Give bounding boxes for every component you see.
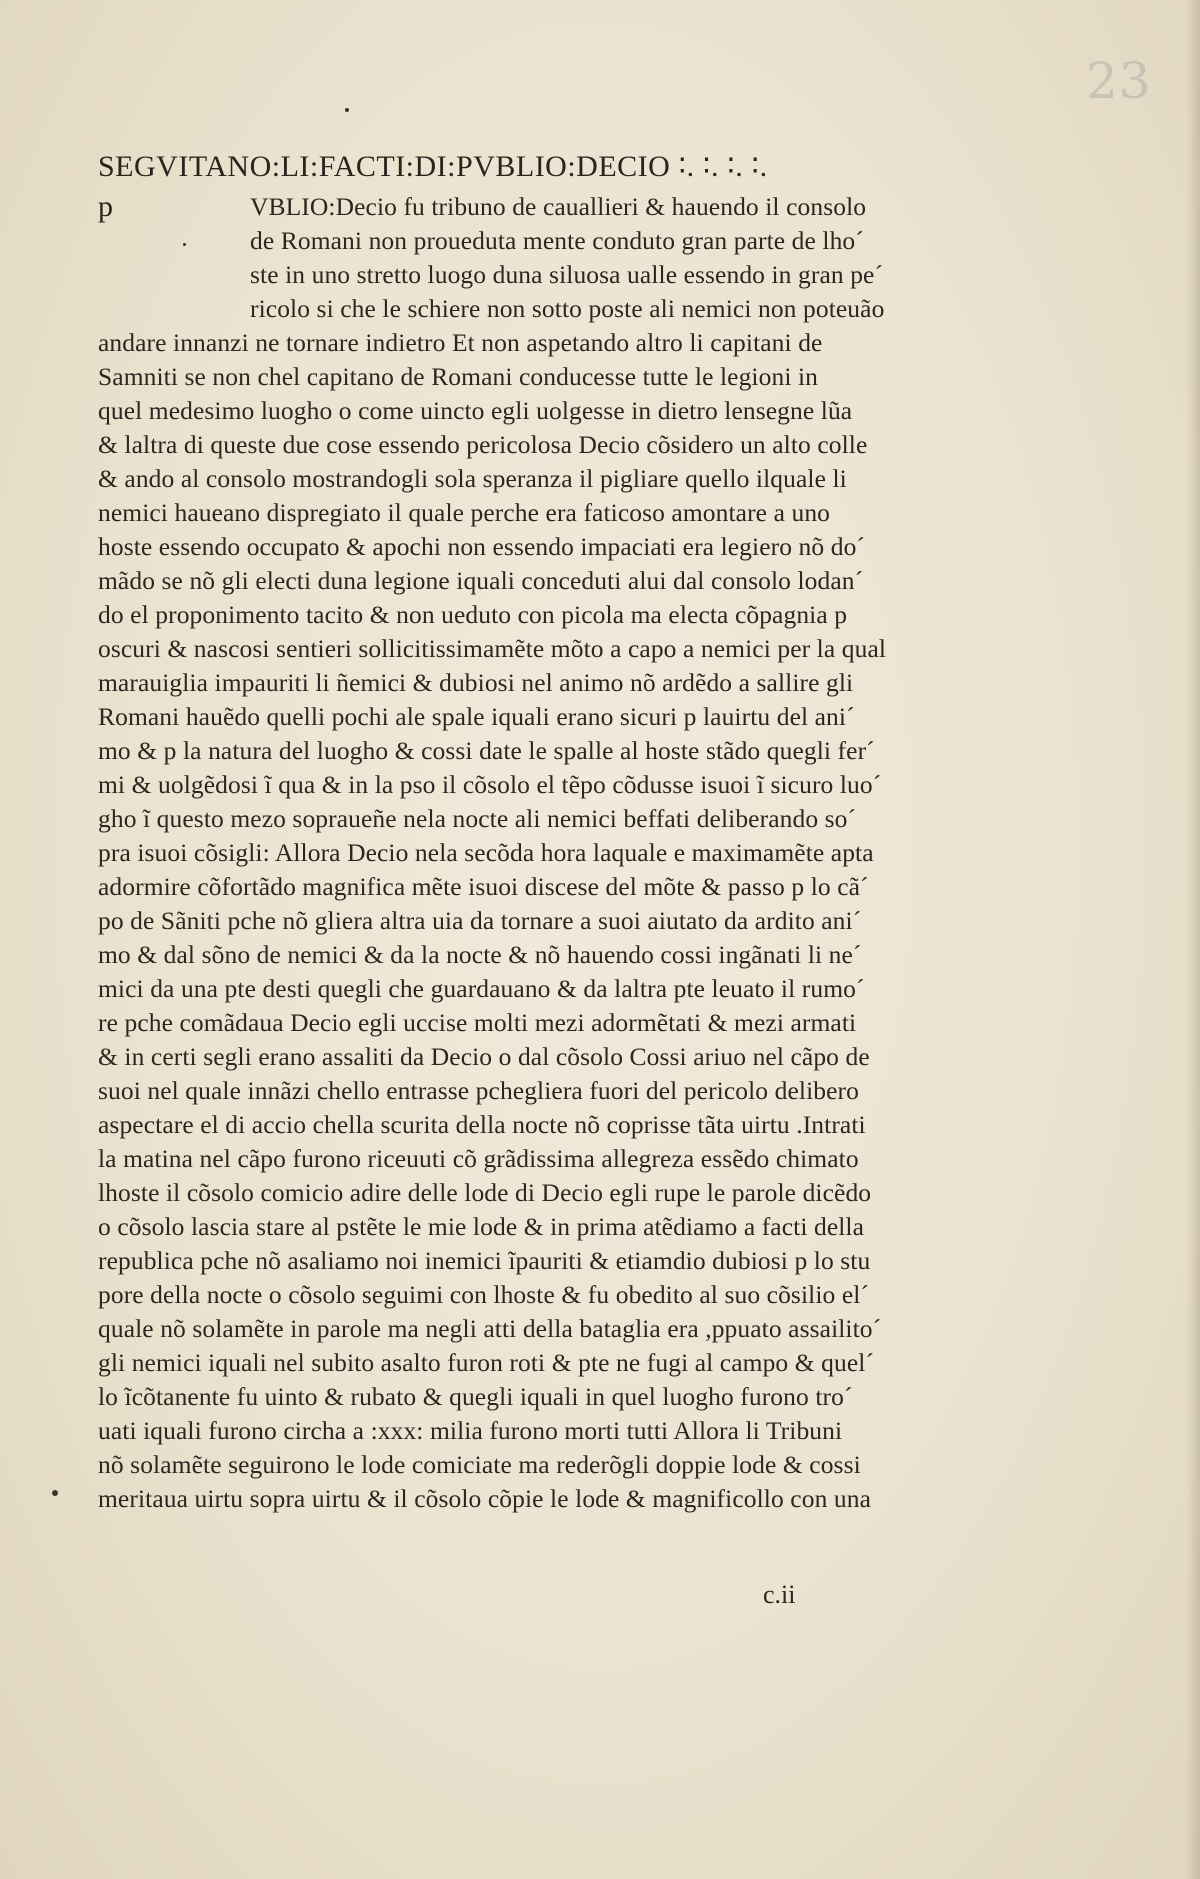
text-line: uati iquali furono circha a :xxx: milia furono morti tutti Allora li Tribuni (98, 1416, 843, 1445)
text-line: & in certi segli erano assaliti da Decio o dal cõsolo Cossi ariuo nel cãpo de (98, 1042, 870, 1071)
text-line: mãdo se nõ gli electi duna legione iquali conceduti alui dal consolo lodanˊ (98, 566, 864, 595)
text-line: pore della nocte o cõsolo seguimi con lhoste & fu obedito al suo cõsilio elˊ (98, 1280, 870, 1309)
text-line: quel medesimo luogho o come uincto egli uolgesse in dietro lensegne lũa (98, 396, 853, 425)
text-line: po de Sãniti pche nõ gliera altra uia da tornare a suoi aiutato da ardito aniˊ (98, 906, 862, 935)
text-line: hoste essendo occupato & apochi non essendo impaciati era legiero nõ doˊ (98, 532, 866, 561)
text-line: ricolo si che le schiere non sotto poste ali nemici non poteuão (250, 294, 885, 323)
ink-speck (345, 108, 349, 112)
text-line: andare innanzi ne tornare indietro Et non aspetando altro li capitani de (98, 328, 823, 357)
text-line: Samniti se non chel capitano de Romani conducesse tutte le legioni in (98, 362, 819, 391)
ink-speck (52, 1490, 58, 1496)
ink-speck (183, 243, 186, 246)
text-line: VBLIO:Decio fu tribuno de cauallieri & hauendo il consolo (250, 192, 867, 221)
text-line: nemici haueano dispregiato il quale perche era faticoso amontare a uno (98, 498, 831, 527)
text-line: de Romani non proueduta mente conduto gran parte de lhoˊ (250, 226, 864, 255)
text-line: gho ĩ questo mezo sopraueñe nela nocte ali nemici beffati deliberando soˊ (98, 804, 857, 833)
text-line: mo & p la natura del luogho & cossi date le spalle al hoste stãdo quegli ferˊ (98, 736, 875, 765)
text-line: meritaua uirtu sopra uirtu & il cõsolo cõpie le lode & magnificollo con una (98, 1484, 872, 1513)
page-edge-shadow (1186, 0, 1200, 1879)
text-line: mici da una pte desti quegli che guardauano & da laltra pte leuato il rumoˊ (98, 974, 865, 1003)
text-line: mo & dal sõno de nemici & da la nocte & nõ hauendo cossi ingãnati li neˊ (98, 940, 862, 969)
text-line: mi & uolgẽdosi ĩ qua & in la pso il cõsolo el tẽpo cõdusse isuoi ĩ sicuro luoˊ (98, 770, 882, 799)
text-line: gli nemici iquali nel subito asalto furon roti & pte ne fugi al campo & quelˊ (98, 1348, 875, 1377)
text-line: republica pche nõ asaliamo noi inemici ĩpauriti & etiamdio dubiosi p lo stu (98, 1246, 871, 1275)
text-line: marauiglia impauriti li ñemici & dubiosi nel animo nõ ardẽdo a sallire gli (98, 668, 854, 697)
signature-mark: c.ii (763, 1580, 796, 1609)
text-line: ste in uno stretto luogo duna siluosa ualle essendo in gran peˊ (250, 260, 884, 289)
text-line: suoi nel quale innãzi chello entrasse pchegliera fuori del pericolo delibero (98, 1076, 859, 1105)
text-line: nõ solamẽte seguirono le lode comiciate ma rederõgli doppie lode & cossi (98, 1450, 861, 1479)
text-line: la matina nel cãpo furono riceuuti cõ grãdissima allegreza essẽdo chimato (98, 1144, 859, 1173)
text-line: lo ĩcõtanente fu uinto & rubato & quegli iquali in quel luogho furono troˊ (98, 1382, 853, 1411)
text-line: & ando al consolo mostrandogli sola speranza il pigliare quello ilquale li (98, 464, 847, 493)
folio-number: 23 (1086, 52, 1152, 110)
text-line: Romani hauẽdo quelli pochi ale spale iquali erano sicuri p lauirtu del aniˊ (98, 702, 855, 731)
text-line: adormire cõfortãdo magnifica mẽte isuoi discese del mõte & passo p lo cãˊ (98, 872, 869, 901)
text-line: & laltra di queste due cose essendo pericolosa Decio cõsidero un alto colle (98, 430, 868, 459)
text-line: re pche comãdaua Decio egli uccise molti mezi adormẽtati & mezi armati (98, 1008, 857, 1037)
text-line: pra isuoi cõsigli: Allora Decio nela secõda hora laquale e maximamẽte apta (98, 838, 874, 867)
text-line: lhoste il cõsolo comicio adire delle lode di Decio egli rupe le parole dicẽdo (98, 1178, 872, 1207)
text-line: quale nõ solamẽte in parole ma negli atti della bataglia era ,ppuato assailitoˊ (98, 1314, 882, 1343)
text-line: oscuri & nascosi sentieri sollicitissimamẽte mõto a capo a nemici per la qual (98, 634, 887, 663)
chapter-heading: SEGVITANO:LI:FACTI:DI:PVBLIO:DECIO ∶. ∶. ∶. ∶. (98, 150, 768, 183)
text-line: do el proponimento tacito & non ueduto con picola ma electa cõpagnia p (98, 600, 848, 629)
initial-guide-letter: p (98, 190, 113, 223)
text-line: o cõsolo lascia stare al pstẽte le mie lode & in prima atẽdiamo a facti della (98, 1212, 865, 1241)
text-line: aspectare el di accio chella scurita della nocte nõ coprisse tãta uirtu .Intrati (98, 1110, 866, 1139)
